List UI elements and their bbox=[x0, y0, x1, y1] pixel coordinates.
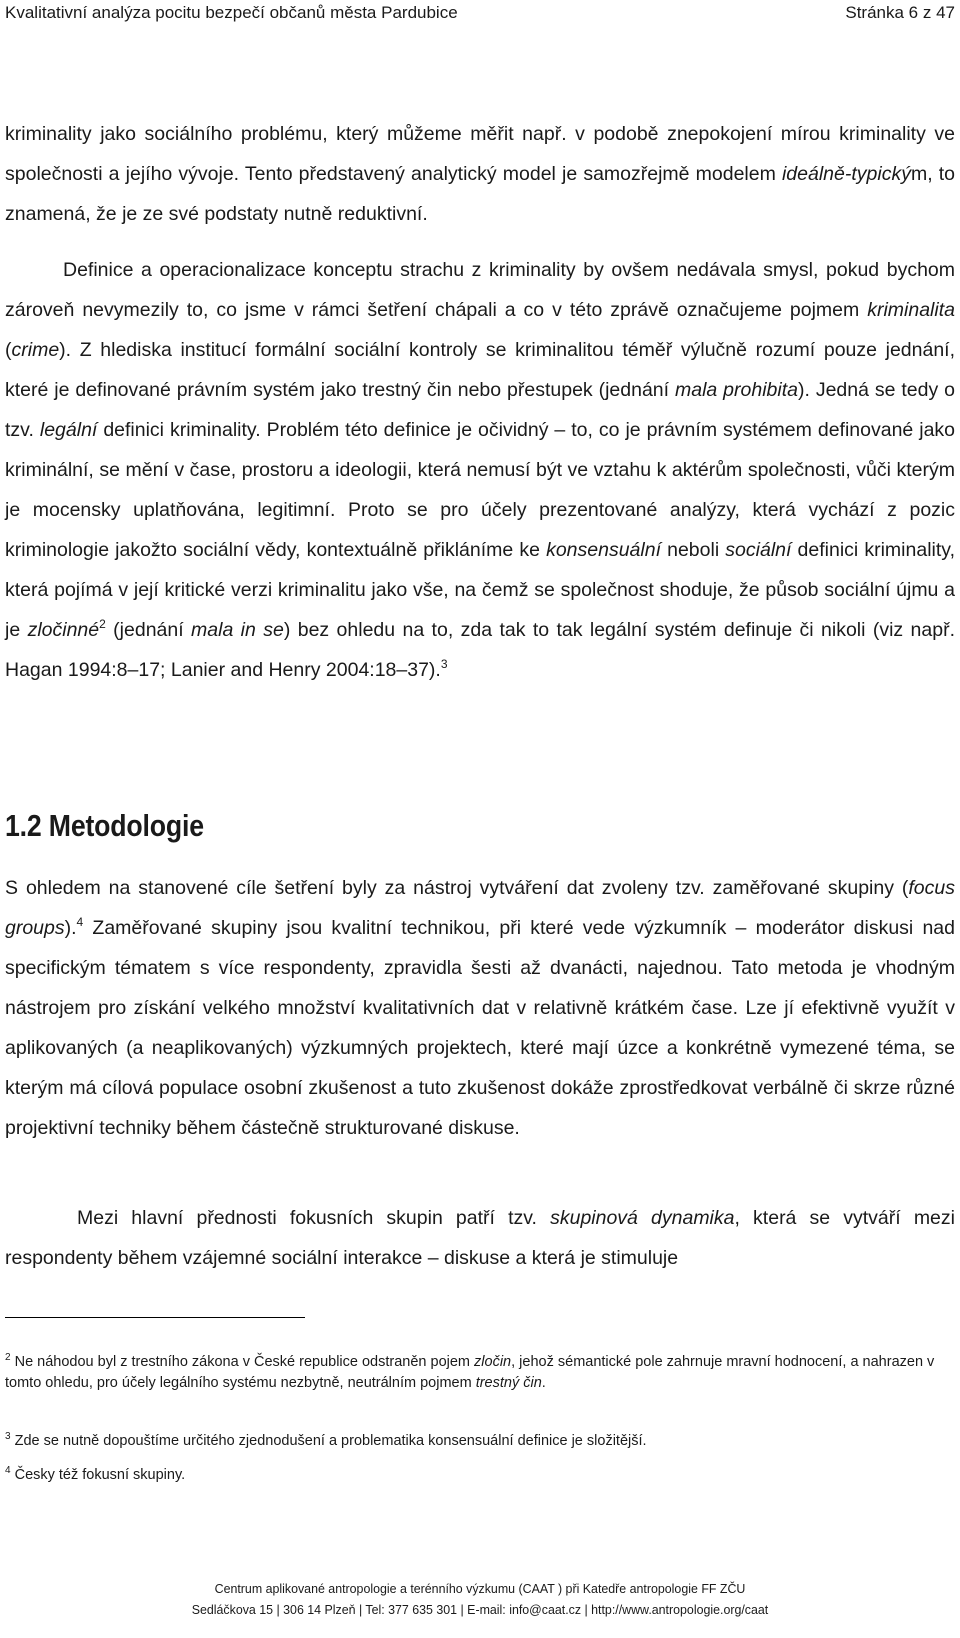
italic-term: skupinová dynamika bbox=[550, 1207, 735, 1229]
italic-term: sociální bbox=[725, 539, 792, 561]
text-run: definici kriminality, která pojímá v její kritické verzi kriminalitu jako vše, na čemž se společnost shoduje, že působ sociální újmu a je bbox=[5, 539, 956, 641]
text-run: ( bbox=[5, 339, 12, 361]
footer-contact: Sedláčkova 15 | 306 14 Plzeň | Tel: 377 635 301 | E-mail: info@caat.cz | http://www.antropologie.org/caat bbox=[191, 1602, 769, 1617]
document-title: Kvalitativní analýza pocitu bezpečí občanů města Pardubice bbox=[5, 3, 458, 22]
italic-term: zločin bbox=[474, 1354, 512, 1370]
footnote-4 bbox=[5, 1465, 955, 1486]
text-run: kriminality jako sociálního problému, který můžeme měřit např. v podobě znepokojení mírou kriminality ve společnosti a jejího vývoje. Tento představený analytický model je samozřejmě modelem bbox=[5, 123, 955, 185]
paragraph-4 bbox=[5, 1198, 955, 1278]
text-run: , jehož sémantické pole zahrnuje mravní hodnocení, a nahrazen v tomto ohledu, pro účely legálního systému nezbytně, neutrálním pojmem bbox=[5, 1354, 935, 1391]
text-run: ). bbox=[64, 917, 77, 939]
footnote-number: 3 bbox=[5, 1431, 11, 1442]
italic-term: mala in se bbox=[191, 619, 284, 641]
footnote-3 bbox=[5, 1431, 955, 1452]
text-run: Ne náhodou byl z trestního zákona v České republice odstraněn pojem bbox=[10, 1354, 475, 1370]
paragraph-2 bbox=[5, 250, 955, 690]
footnote-2 bbox=[5, 1352, 955, 1394]
footnote-divider bbox=[5, 1317, 305, 1318]
text-run: Zde se nutně dopouštíme určitého zjednodušení a problematika konsensuální definice je složitější. bbox=[10, 1433, 647, 1449]
text-run: ) bez ohledu na to, zda tak to tak legální systém definuje či nikoli (viz např. Hagan 1994:8–17; Lanier and Henry 2004:18–37). bbox=[5, 619, 955, 681]
section-heading: 1.2 Metodologie bbox=[5, 808, 204, 843]
page-footer bbox=[0, 1578, 960, 1620]
text-run: Definice a operacionalizace konceptu strachu z kriminality by ovšem nedávala smysl, pokud bychom zároveň nevymezily to, co jsme v rámci šetření chápali a co v této zprávě označujeme pojmem bbox=[5, 259, 955, 321]
text-run: ). Jedná se tedy o tzv. bbox=[5, 379, 956, 441]
footnote-ref[interactable]: 2 bbox=[99, 617, 106, 631]
text-run: neboli bbox=[661, 539, 726, 561]
footnote-number: 4 bbox=[5, 1465, 11, 1476]
text-run: ). Z hlediska institucí formální sociální kontroly se kriminalitou téměř výlučně rozumí pouze jednání, které je definované právním systém jako trestný čin nebo přestupek (jednání bbox=[5, 339, 955, 401]
paragraph-3 bbox=[5, 868, 955, 1148]
italic-term: legální bbox=[39, 419, 98, 441]
footnote-ref[interactable]: 4 bbox=[76, 915, 84, 929]
text-run: . bbox=[541, 1375, 546, 1391]
text-run: Česky též fokusní skupiny. bbox=[10, 1467, 186, 1483]
footnote-number: 2 bbox=[5, 1352, 11, 1363]
italic-term: zločinné bbox=[27, 619, 100, 641]
page-number: Stránka 6 z 47 bbox=[845, 3, 955, 22]
text-run: definici kriminality. Problém této definice je očividný – to, co je právním systémem definované jako kriminální, se mění v čase, prostoru a ideologii, která nemusí být ve vztahu k aktérům společnosti, vůči kterým je mocensky uplatňována, legitimní. Proto se pro účely prezentované analýzy, která vychází z pozic kriminologie jakožto sociální vědy, kontextuálně přikláníme ke bbox=[5, 419, 956, 561]
italic-term: mala prohibita bbox=[674, 379, 798, 401]
italic-term: ideálně-typický bbox=[781, 163, 911, 185]
italic-term: kriminalita bbox=[867, 299, 955, 321]
footnote-ref[interactable]: 3 bbox=[440, 657, 448, 671]
italic-term: konsensuální bbox=[546, 539, 661, 561]
text-run: , která se vytváří mezi respondenty během vzájemné sociální interakce – diskuse a která je stimuluje bbox=[5, 1207, 955, 1269]
text-run: Mezi hlavní přednosti fokusních skupin patří tzv. bbox=[77, 1207, 551, 1229]
paragraph-1 bbox=[5, 114, 955, 234]
italic-term: crime bbox=[11, 339, 60, 361]
text-run: Zaměřované skupiny jsou kvalitní technikou, při které vede výzkumník – moderátor diskusi nad specifickým tématem s více respondenty, zpravidla šesti až dvanácti, najednou. Tato metoda je vhodným nástrojem pro získání velkého množství kvalitativních dat v relativně krátkém čase. Lze jí efektivně využít v aplikovaných (a neaplikovaných) výzkumných projektech, které mají úzce a konkrétně vymezené téma, se kterým má cílová populace osobní zkušenost a tuto zkušenost dokáže zprostředkovat verbálně či skrze různé projektivní techniky během částečně strukturované diskuse. bbox=[5, 917, 955, 1139]
page-header bbox=[5, 2, 955, 28]
text-run: m, to znamená, že je ze své podstaty nutně reduktivní. bbox=[5, 163, 956, 225]
text-run: (jednání bbox=[105, 619, 192, 641]
text-run: S ohledem na stanovené cíle šetření byly za nástroj vytváření dat zvoleny tzv. zaměřované skupiny ( bbox=[5, 877, 909, 899]
italic-term: focus groups bbox=[5, 877, 955, 939]
italic-term: trestný čin bbox=[475, 1375, 542, 1391]
footer-organization: Centrum aplikované antropologie a terénního výzkumu (CAAT ) při Katedře antropologie FF ZČU bbox=[214, 1581, 746, 1596]
